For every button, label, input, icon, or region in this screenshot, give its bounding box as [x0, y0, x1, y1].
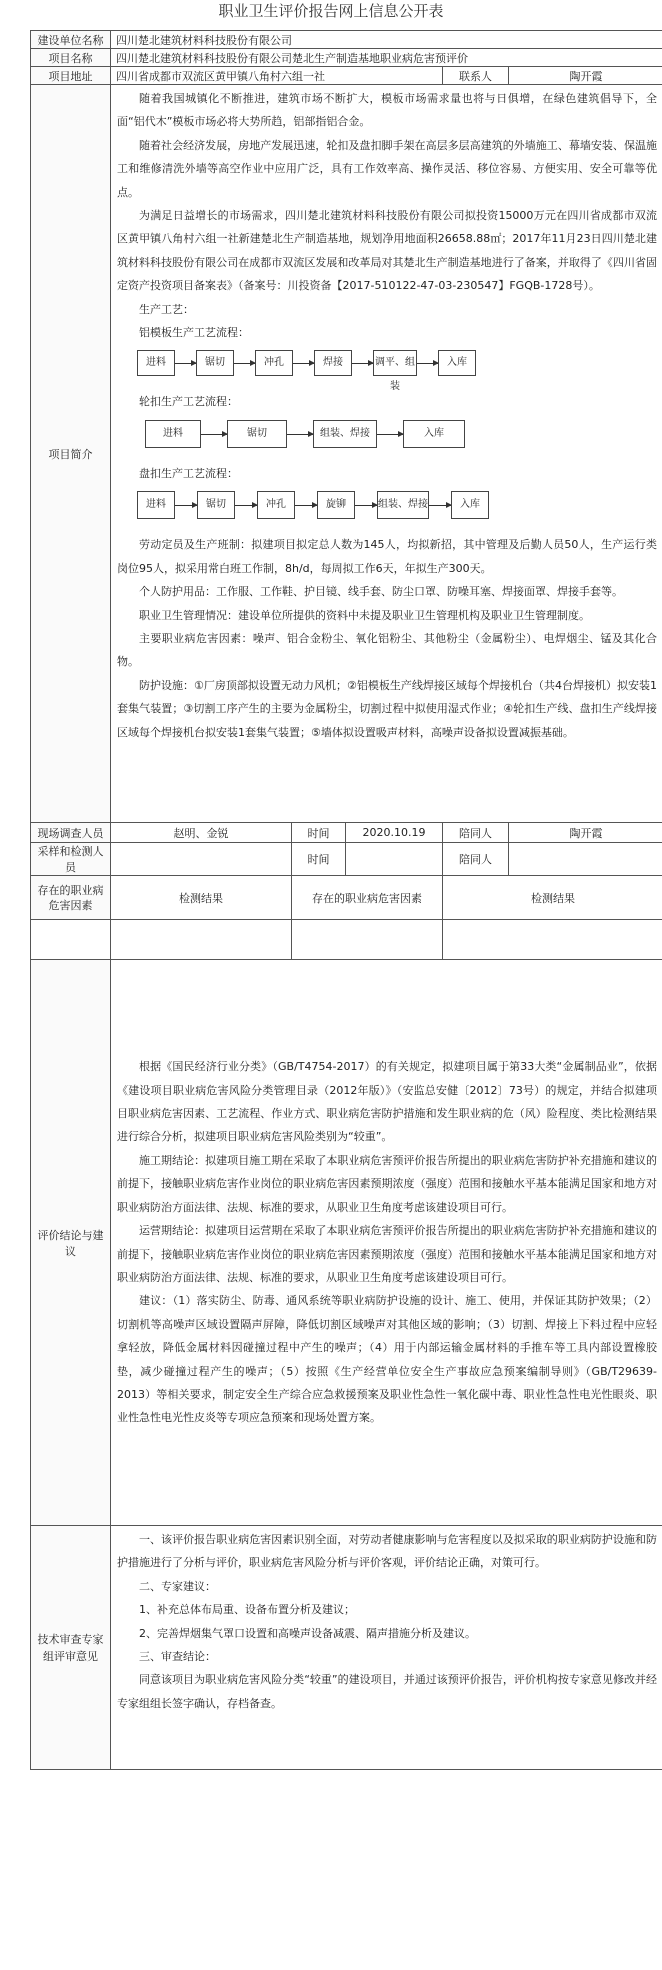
row-review [31, 1526, 662, 1770]
flow1-arrow [352, 363, 373, 364]
review-p1: 一、该评价报告职业病危害因素识别全面，对劳动者健康影响与危害程度以及拟采取的职业病防护设施和防护措施进行了分析与评价，职业病危害风险分析与评价客观，评价结论正确，对策可行。 [117, 1533, 657, 1570]
conclusion-label: 评价结论与建议 [31, 960, 111, 1526]
flow1-arrow [175, 363, 196, 364]
address-value: 四川省成都市双流区黄甲镇八角村六组一社 [111, 67, 443, 85]
flow3-step-box: 锯切 [197, 491, 235, 519]
project-label: 项目名称 [31, 49, 111, 67]
sampling-accompany-value [509, 843, 662, 876]
flow1-step-box: 进料 [137, 350, 175, 376]
hazard-cell-1 [31, 920, 111, 960]
sampling-time-label: 时间 [292, 843, 346, 876]
flow2-title: 轮扣生产工艺流程： [139, 395, 238, 409]
sampling-label: 采样和检测人员 [31, 843, 111, 876]
hazard-col3-header: 存在的职业病危害因素 [292, 876, 443, 920]
survey-label: 现场调查人员 [31, 823, 111, 843]
survey-time-value: 2020.10.19 [346, 823, 443, 843]
flow3-arrow [175, 505, 197, 506]
intro-label: 项目简介 [31, 85, 111, 823]
flow1-diagram [117, 348, 657, 393]
process-heading: 生产工艺： [139, 302, 194, 316]
row-project [31, 49, 662, 67]
flow3-title: 盘扣生产工艺流程： [139, 466, 238, 480]
hazard-col2-header: 检测结果 [111, 876, 292, 920]
row-hazard-header [31, 876, 662, 920]
intro-p6: 职业卫生管理情况：建设单位所提供的资料中未提及职业卫生管理机构及职业卫生管理制度。 [139, 608, 590, 622]
flow1-arrow [234, 363, 255, 364]
conclusion-p2: 施工期结论：拟建项目施工期在采取了本职业病危害预评价报告所提出的职业病危害防护补充措施和建议的前提下，接触职业病危害作业岗位的职业病危害因素预期浓度（强度）范围和接触水平基本能满足国家和地方对职业病防治方面法律、法规、标准的要求，从职业卫生角度考虑该建设项目可行。 [117, 1153, 657, 1214]
address-label: 项目地址 [31, 67, 111, 85]
survey-time-label: 时间 [292, 823, 346, 843]
flow2-step-box: 锯切 [227, 420, 287, 448]
flow3-arrow [355, 505, 377, 506]
hazard-col1-header: 存在的职业病危害因素 [31, 876, 111, 920]
conclusion-p1: 根据《国民经济行业分类》（GB/T4754-2017）的有关规定，拟建项目属于第33大类“金属制品业”，依据《建设项目职业病危害风险分类管理目录（2012年版）》（安监总安健〔2012〕73号）的规定，并结合拟建项目职业病危害因素、工艺流程、作业方式、职业病危害防护措施和发生职业病的危（风）险程度、类比检测结果进行综合分析，拟建项目职业病危害风险类别为“较重”。 [117, 1060, 657, 1144]
flow3-step-box: 旋铆 [317, 491, 355, 519]
survey-accompany-value: 陶开霞 [509, 823, 662, 843]
flow2-arrow [201, 434, 227, 435]
row-sampling [31, 843, 662, 876]
unit-value: 四川楚北建筑材料科技股份有限公司 [111, 31, 662, 49]
flow3-step-box: 冲孔 [257, 491, 295, 519]
sampling-time-value [346, 843, 443, 876]
hazard-col4-header: 检测结果 [443, 876, 662, 920]
intro-p5: 个人防护用品：工作服、工作鞋、护目镜、线手套、防尘口罩、防噪耳塞、焊接面罩、焊接手套等。 [139, 585, 623, 599]
flow2-step-box: 入库 [403, 420, 465, 448]
intro-content [111, 85, 662, 823]
intro-p2: 随着社会经济发展，房地产发展迅速，轮扣及盘扣脚手架在高层多层高建筑的外墙施工、幕墙安装、保温施工和维修清洗外墙等高空作业中应用广泛，具有工作效率高、操作灵活、移位容易、方便实用、安全可靠等优点。 [117, 138, 657, 199]
flow2-step-box: 组装、焊接 [313, 420, 377, 448]
flow1-step-box: 焊接 [314, 350, 352, 376]
sampling-value [111, 843, 292, 876]
hazard-cell-3 [292, 920, 443, 960]
review-content [111, 1526, 662, 1770]
flow1-arrow [293, 363, 314, 364]
flow3-arrow [235, 505, 257, 506]
intro-p3: 为满足日益增长的市场需求，四川楚北建筑材料科技股份有限公司拟投资15000万元在四川省成都市双流区黄甲镇八角村六组一社新建楚北生产制造基地，规划净用地面积26658.88㎡；2017年11月23日四川楚北建筑材料科技股份有限公司在成都市双流区发展和改革局对其楚北生产制造基地进行了备案，并取得了《四川省固定资产投资项目备案表》（备案号：川投资备【2017-510122-47-03-230547】FGQB-1728号）。 [117, 209, 657, 293]
review-p3: 1、补充总体布局重、设备布置分析及建议； [139, 1603, 355, 1617]
conclusion-p3: 运营期结论：拟建项目运营期在采取了本职业病危害预评价报告所提出的职业病危害防护补充措施和建议的前提下，接触职业病危害作业岗位的职业病危害因素预期浓度（强度）范围和接触水平基本能满足国家和地方对职业病防治方面法律、法规、标准的要求，从职业卫生角度考虑该建设项目可行。 [117, 1224, 657, 1284]
page-title: 职业卫生评价报告网上信息公开表 [218, 2, 444, 20]
review-p2: 二、专家建议： [139, 1579, 216, 1593]
intro-p1: 随着我国城镇化不断推进，建筑市场不断扩大，模板市场需求量也将与日俱增，在绿色建筑倡导下，全面“铝代木”模板市场必将大势所趋，铝部指铝合金。 [117, 92, 657, 129]
unit-label: 建设单位名称 [31, 31, 111, 49]
row-hazard-empty [31, 920, 662, 960]
review-label: 技术审查专家组评审意见 [31, 1526, 111, 1770]
flow2-arrow [377, 434, 403, 435]
review-p6: 同意该项目为职业病危害风险分类“较重”的建设项目，并通过该预评价报告，评价机构按专家意见修改并经专家组组长签字确认，存档备查。 [117, 1673, 657, 1710]
info-table [30, 30, 662, 1770]
row-survey [31, 823, 662, 843]
row-intro [31, 85, 662, 823]
intro-p4: 劳动定员及生产班制：拟建项目拟定总人数为145人，均拟新招，其中管理及后勤人员50人，生产运行类岗位95人，拟采用常白班工作制，8h/d，每周拟工作6天，年拟生产300天。 [117, 538, 657, 575]
hazard-cell-2 [111, 920, 292, 960]
flow1-step-box: 冲孔 [255, 350, 293, 376]
contact-value: 陶开霞 [509, 67, 662, 85]
flow3-arrow [429, 505, 451, 506]
flow3-step-box: 入库 [451, 491, 489, 519]
contact-label: 联系人 [443, 67, 509, 85]
sampling-accompany-label: 陪同人 [443, 843, 509, 876]
flow1-step-box: 调平、组装 [373, 350, 417, 376]
review-p4: 2、完善焊烟集气罩口设置和高噪声设备减震、隔声措施分析及建议。 [139, 1626, 476, 1640]
survey-value: 赵明、金锐 [111, 823, 292, 843]
survey-accompany-label: 陪同人 [443, 823, 509, 843]
conclusion-p4: 建议：（1）落实防尘、防毒、通风系统等职业病防护设施的设计、施工、使用，并保证其防护效果；（2）切割机等高噪声区域设置隔声屏障，降低切割区域噪声对其他区域的影响；（3）切割、焊接上下料过程中应轻拿轻放，降低金属材料因碰撞过程中产生的噪声；（4）用于内部运输金属材料的手推车等工具内部设置橡胶垫，减少碰撞过程产生的噪声；（5）按照《生产经营单位安全生产事故应急预案编制导则》（GB/T29639-2013）等相关要求，制定安全生产综合应急救援预案及职业性急性一氧化碳中毒、职业性急性电光性眼炎、职业性急性电光性皮炎等专项应急预案和现场处置方案。 [117, 1294, 657, 1425]
row-address [31, 67, 662, 85]
flow2-diagram [117, 418, 657, 456]
hazard-cell-4 [443, 920, 662, 960]
flow3-diagram [117, 489, 657, 527]
row-conclusion [31, 960, 662, 1526]
flow1-title: 铝模板生产工艺流程： [139, 326, 249, 340]
conclusion-content [111, 960, 662, 1526]
flow3-step-box: 进料 [137, 491, 175, 519]
intro-p8: 防护设施：①厂房顶部拟设置无动力风机；②铝模板生产线焊接区域每个焊接机台（共4台焊接机）拟安装1套集气装置；③切割工序产生的主要为金属粉尘，切割过程中拟使用湿式作业；④轮扣生产线、盘扣生产线焊接区域每个焊接机台拟安装1套集气装置；⑤墙体拟设置吸声材料，高噪声设备拟设置减振基础。 [117, 678, 657, 739]
flow3-arrow [295, 505, 317, 506]
row-unit [31, 31, 662, 49]
intro-p7: 主要职业病危害因素：噪声、铝合金粉尘、氧化铝粉尘、其他粉尘（金属粉尘）、电焊烟尘、锰及其化合物。 [117, 631, 657, 669]
project-value: 四川楚北建筑材料科技股份有限公司楚北生产制造基地职业病危害预评价 [111, 49, 662, 67]
flow1-arrow [417, 363, 438, 364]
flow2-step-box: 进料 [145, 420, 201, 448]
flow1-step-box: 锯切 [196, 350, 234, 376]
flow1-step-box: 入库 [438, 350, 476, 376]
flow3-step-box: 组装、焊接 [377, 491, 429, 519]
flow2-arrow [287, 434, 313, 435]
review-p5: 三、审查结论： [139, 1650, 216, 1664]
